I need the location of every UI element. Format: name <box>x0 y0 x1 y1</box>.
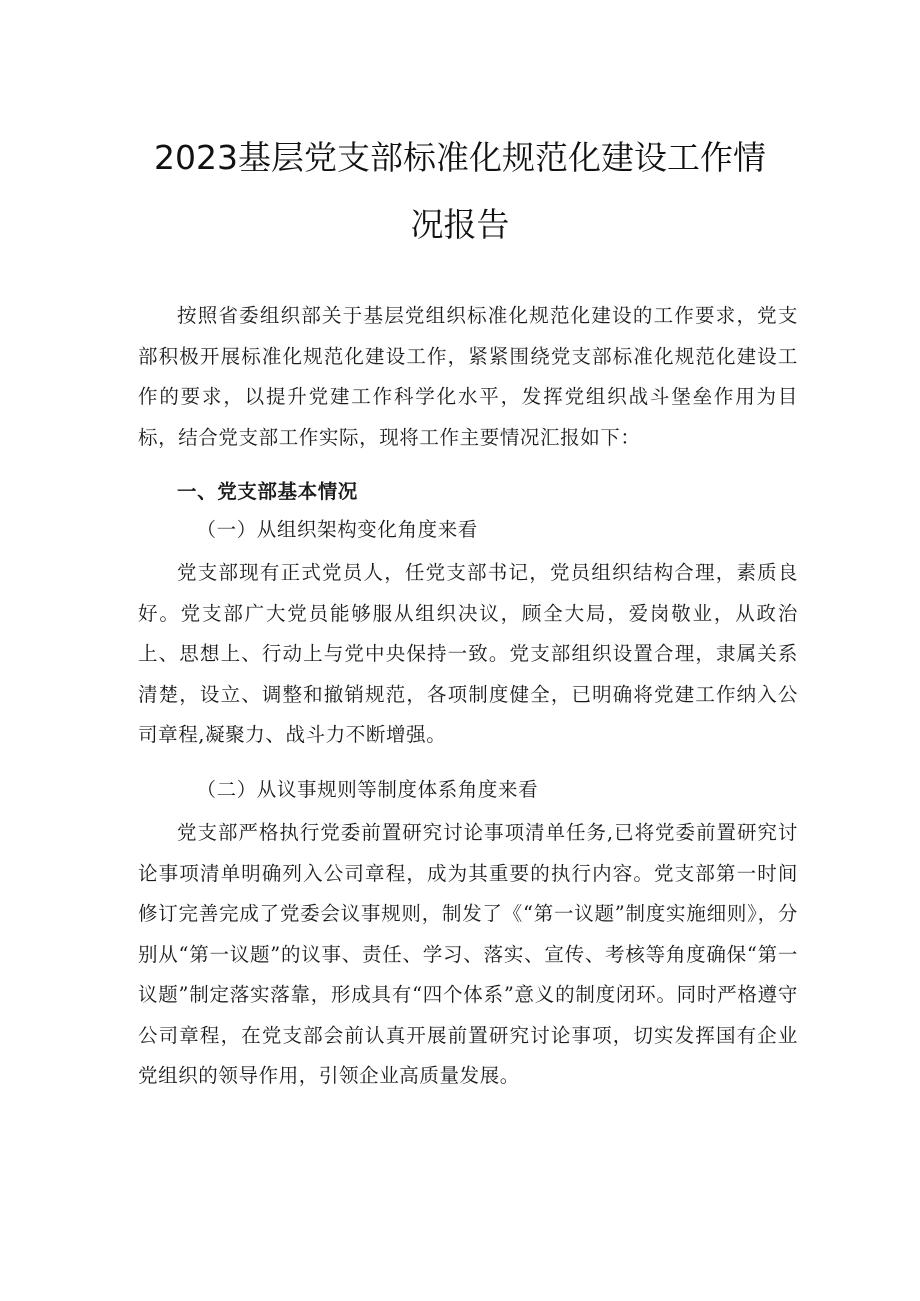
section-heading-basic-situation: 一、党支部基本情况 <box>177 480 358 503</box>
intro-paragraph: 按照省委组织部关于基层党组织标准化规范化建设的工作要求，党支部积极开展标准化规范化建设工作，紧紧围绕党支部标准化规范化建设工作的要求，以提升党建工作科学化水平，发挥党组织战斗堡垒作用为目标，结合党支部工作实际，现将工作主要情况汇报如下： <box>138 304 798 449</box>
organization-paragraph: 党支部现有正式党员人，任党支部书记，党员组织结构合理，素质良好。党支部广大党员能够服从组织决议，顾全大局，爱岗敬业，从政治上、思想上、行动上与党中央保持一致。党支部组织设置合理，隶属关系清楚，设立、调整和撤销规范，各项制度健全，已明确将党建工作纳入公司章程,凝聚力、战斗力不断增强。 <box>138 561 798 746</box>
subsection-heading-organization: （一）从组织架构变化角度来看 <box>196 518 478 541</box>
document-title-line-1: 2023基层党支部标准化规范化建设工作情 <box>154 138 766 177</box>
rules-system-paragraph: 党支部严格执行党委前置研究讨论事项清单任务,已将党委前置研究讨论事项清单明确列入公司章程，成为其重要的执行内容。党支部第一时间修订完善完成了党委会议事规则，制发了《“第一议题”制度实施细则》，分别从“第一议题”的议事、责任、学习、落实、宣传、考核等角度确保“第一议题”制定落实落靠，形成具有“四个体系”意义的制度闭环。同时严格遵守公司章程，在党支部会前认真开展前置研究讨论事项，切实发挥国有企业党组织的领导作用，引领企业高质量发展。 <box>138 821 798 1087</box>
subsection-heading-rules-system: （二）从议事规则等制度体系角度来看 <box>196 778 539 801</box>
document-title-line-2: 况报告 <box>410 205 510 244</box>
